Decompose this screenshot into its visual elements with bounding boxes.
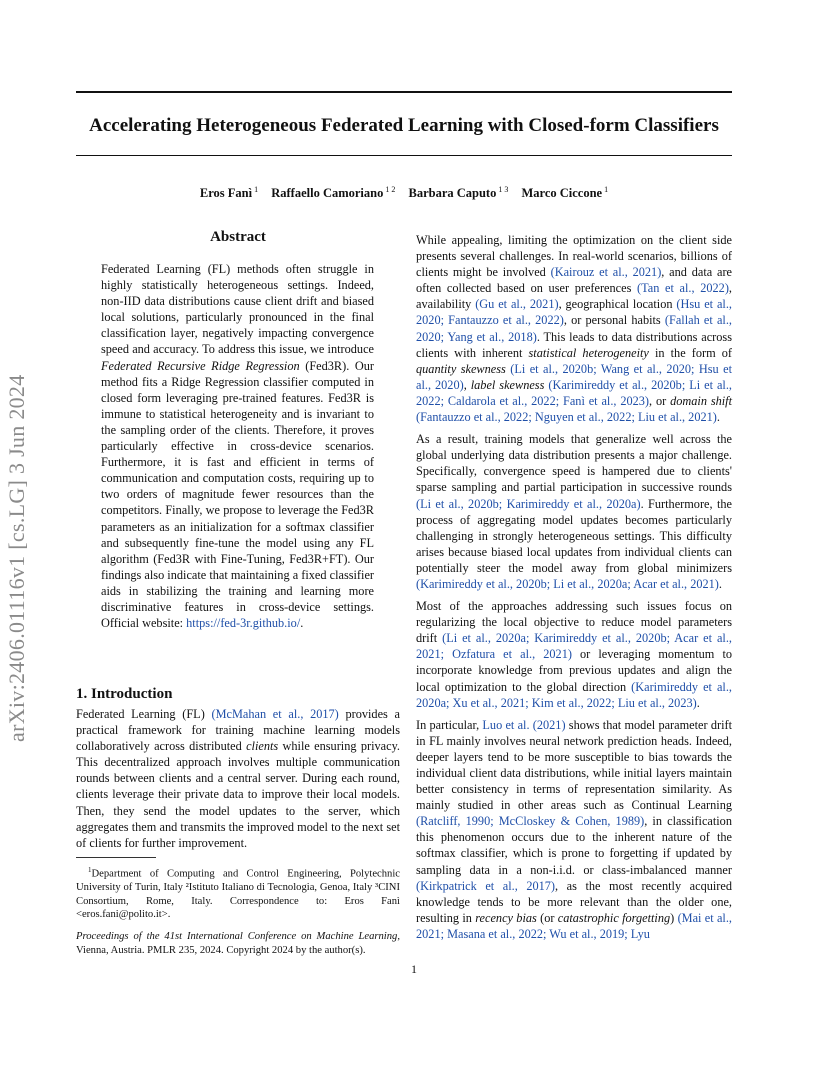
citation-link[interactable]: (Tan et al., 2022) [637, 281, 729, 296]
abstract-body: Federated Learning (FL) methods often struggle in highly statistically heterogeneous settings. Indeed, non-IID data distributions cause client drift and biased local solutions, particularly pronounced in the final classification layer, negatively impacting convergence speed and accuracy. To address this issue, we introduce Federated Recursive Ridge Regression (Fed3R). Our method fits a Ridge Regression classifier computed in closed form leveraging pre-trained features. Fed3R is immune to statistical heterogeneity and is invariant to the sampling order of the clients. Therefore, it proves particularly effective in cross-device scenarios. Furthermore, it is fast and efficient in terms of communication and computation costs, requiring up to two orders of magnitude fewer resources than the competitors. Finally, we propose to leverage the Fed3R parameters as an initialization for a softmax classifier and subsequently fine-tune the model using any FL algorithm (Fed3R with Fine-Tuning, Fed3R+FT). Our findings also indicate that maintaining a fixed classifier aids in stabilizing the training and learning more discriminative features in cross-device settings. Official website: https://fed-3r.github.io/. [101, 262, 374, 631]
citation-link[interactable]: (Fantauzzo et al., 2022; Nguyen et al., 2022; Liu et al., 2021) [416, 410, 717, 425]
body-text: , or personal habits [563, 313, 665, 328]
body-text: In particular, [416, 717, 483, 732]
citation-link[interactable]: (McMahan et al., 2017) [211, 707, 339, 721]
intro-body: Federated Learning (FL) (McMahan et al., 2017) provides a practical framework for training machine learning models collaboratively across distributed clients while ensuring privacy. This decentralized approach involves multiple communication rounds between clients and a central server. During each round, clients leverage their private data to improve their local models. Then, they send the model updates to the server, which aggregates them and transmits the improved model to the next set of clients for further improvement. [76, 707, 400, 850]
section-heading-introduction: 1. Introduction [76, 686, 173, 702]
citation-link[interactable]: Luo et al. (2021) [482, 717, 566, 732]
citation-link[interactable]: (Li et al., 2020b; Karimireddy et al., 2020a) [416, 496, 641, 511]
title-bottom-rule [76, 155, 732, 156]
body-text: shows that model parameter drift in FL mainly involves neural network prediction heads. Indeed, deeper layers tend to be more susceptible to bias towards the individual client data distributions, while initial layers maintain better consistency in terms of representation similarity. As mainly studied in other areas such as Continual Learning [416, 717, 733, 813]
body-text: , [463, 377, 471, 392]
citation-link[interactable]: (Fallah et al., 2020; Yang et al., 2018) [416, 313, 732, 344]
body-text: . This leads to data distributions across clients with inherent [416, 329, 732, 360]
body-text: As a result, training models that generalize well across the global underlying data distribution presents a major challenge. Specifically, convergence speed is hampered due to clients' sparse sampling and partial participation in successive rounds [416, 432, 732, 495]
citation-link[interactable]: (Ratcliff, 1990; McCloskey & Cohen, 1989) [416, 814, 645, 829]
paragraph [416, 232, 732, 425]
author-list [76, 185, 732, 201]
emphasis-text: statistical heterogeneity [528, 345, 649, 360]
paper-title: Accelerating Heterogeneous Federated Learning with Closed-form Classifiers [89, 115, 719, 136]
body-text: , as the most recently acquired knowledge tends to be more relevant than the older one, resulting in [416, 878, 732, 925]
author: Marco Ciccone $^1$ [521, 185, 609, 201]
author: Eros Fanì $^1$ [199, 185, 259, 201]
citation-link[interactable]: (Li et al., 2020b; Wang et al., 2020; Hsu et al., 2020) [416, 361, 732, 392]
paragraph [416, 431, 732, 592]
body-text: . Furthermore, the process of aggregating model updates becomes particularly challenging in strongly heterogeneous settings. This difficulty arises because biased local updates from individual clients can potentially steer the model away from global minimizers [416, 496, 732, 575]
emphasis-text: label skewness [470, 377, 545, 392]
body-text: . [718, 576, 722, 591]
arxiv-watermark: arXiv:2406.01116v1 [cs.LG] 3 Jun 2024 [4, 374, 29, 742]
paragraph [416, 717, 732, 942]
page-number: 1 [411, 962, 417, 976]
body-text: While appealing, limiting the optimization on the client side presents several challenges. In real-world scenarios, billions of clients might be involved [416, 233, 732, 280]
body-text: or leveraging momentum to incorporate knowledge from previous updates and align the local optimization to the global direction [416, 647, 733, 694]
paragraph [416, 598, 732, 711]
emphasis-text: recency bias [475, 910, 537, 925]
author: Barbara Caputo $^{1 3}$ [408, 185, 509, 201]
footnote-rule [76, 857, 156, 858]
body-text: , geographical location [558, 297, 677, 312]
body-text: , in classification this phenomenon occurs due to the inherent nature of the softmax classifier, which is prone to forgetting if updated by sampling data in a non-i.i.d. or class-imbalanced manner [416, 814, 732, 877]
citation-link[interactable]: (Karimireddy et al., 2020a; Xu et al., 2021; Kim et al., 2022; Liu et al., 2023) [416, 679, 732, 710]
citation-link[interactable]: (Kirkpatrick et al., 2017) [416, 878, 556, 893]
citation-link[interactable]: (Gu et al., 2021) [475, 297, 559, 312]
body-text: . [696, 695, 700, 710]
body-text: in the form of [648, 345, 732, 360]
citation-link[interactable]: (Mai et al., 2021; Masana et al., 2022; Wu et al., 2019; Lyu [416, 910, 732, 941]
body-text: (or [536, 910, 558, 925]
abstract-heading: Abstract [210, 229, 266, 245]
right-column [416, 232, 732, 942]
body-text: ) [670, 910, 678, 925]
body-text: , availability [416, 281, 732, 312]
citation-link[interactable]: (Kairouz et al., 2021) [550, 265, 662, 280]
body-text: , and data are often collected based on user preferences [416, 265, 733, 296]
body-text: Most of the approaches addressing such issues focus on regularizing the local objective to reduce model parameters drift [416, 599, 732, 646]
body-text: , or [649, 393, 671, 408]
affiliation-footnote: $^1$Department of Computing and Control Engineering, Polytechnic University of Turin, Italy ²Istituto Italiano di Tecnologia, Genoa, Italy ³CINI Consortium, Rome, Italy. Correspondence to: Eros Fanì <eros.fani@polito.it>. [76, 866, 400, 921]
title-top-rule [76, 91, 732, 93]
citation-link[interactable]: (Li et al., 2020a; Karimireddy et al., 2020b; Acar et al., 2021; Ozfatura et al., 2021) [416, 631, 732, 662]
emphasis-text: catastrophic forgetting [557, 910, 671, 925]
proceedings-footnote: Proceedings of the 41st International Conference on Machine Learning, Vienna, Austria. PMLR 235, 2024. Copyright 2024 by the author(s). [76, 931, 400, 956]
citation-link[interactable]: (Hsu et al., 2020; Fantauzzo et al., 2022) [416, 297, 732, 328]
citation-link[interactable]: (Karimireddy et al., 2020b; Li et al., 2022; Caldarola et al., 2022; Fanì et al., 2023) [416, 377, 732, 408]
citation-link[interactable]: (Karimireddy et al., 2020b; Li et al., 2020a; Acar et al., 2021) [416, 576, 719, 591]
emphasis-text: domain shift [670, 393, 733, 408]
website-link[interactable]: https://fed-3r.github.io/ [186, 616, 301, 631]
body-text: . [716, 410, 720, 425]
emphasis-text: quantity skewness [416, 361, 506, 376]
author: Raffaello Camoriano $^{1 2}$ [271, 185, 396, 201]
